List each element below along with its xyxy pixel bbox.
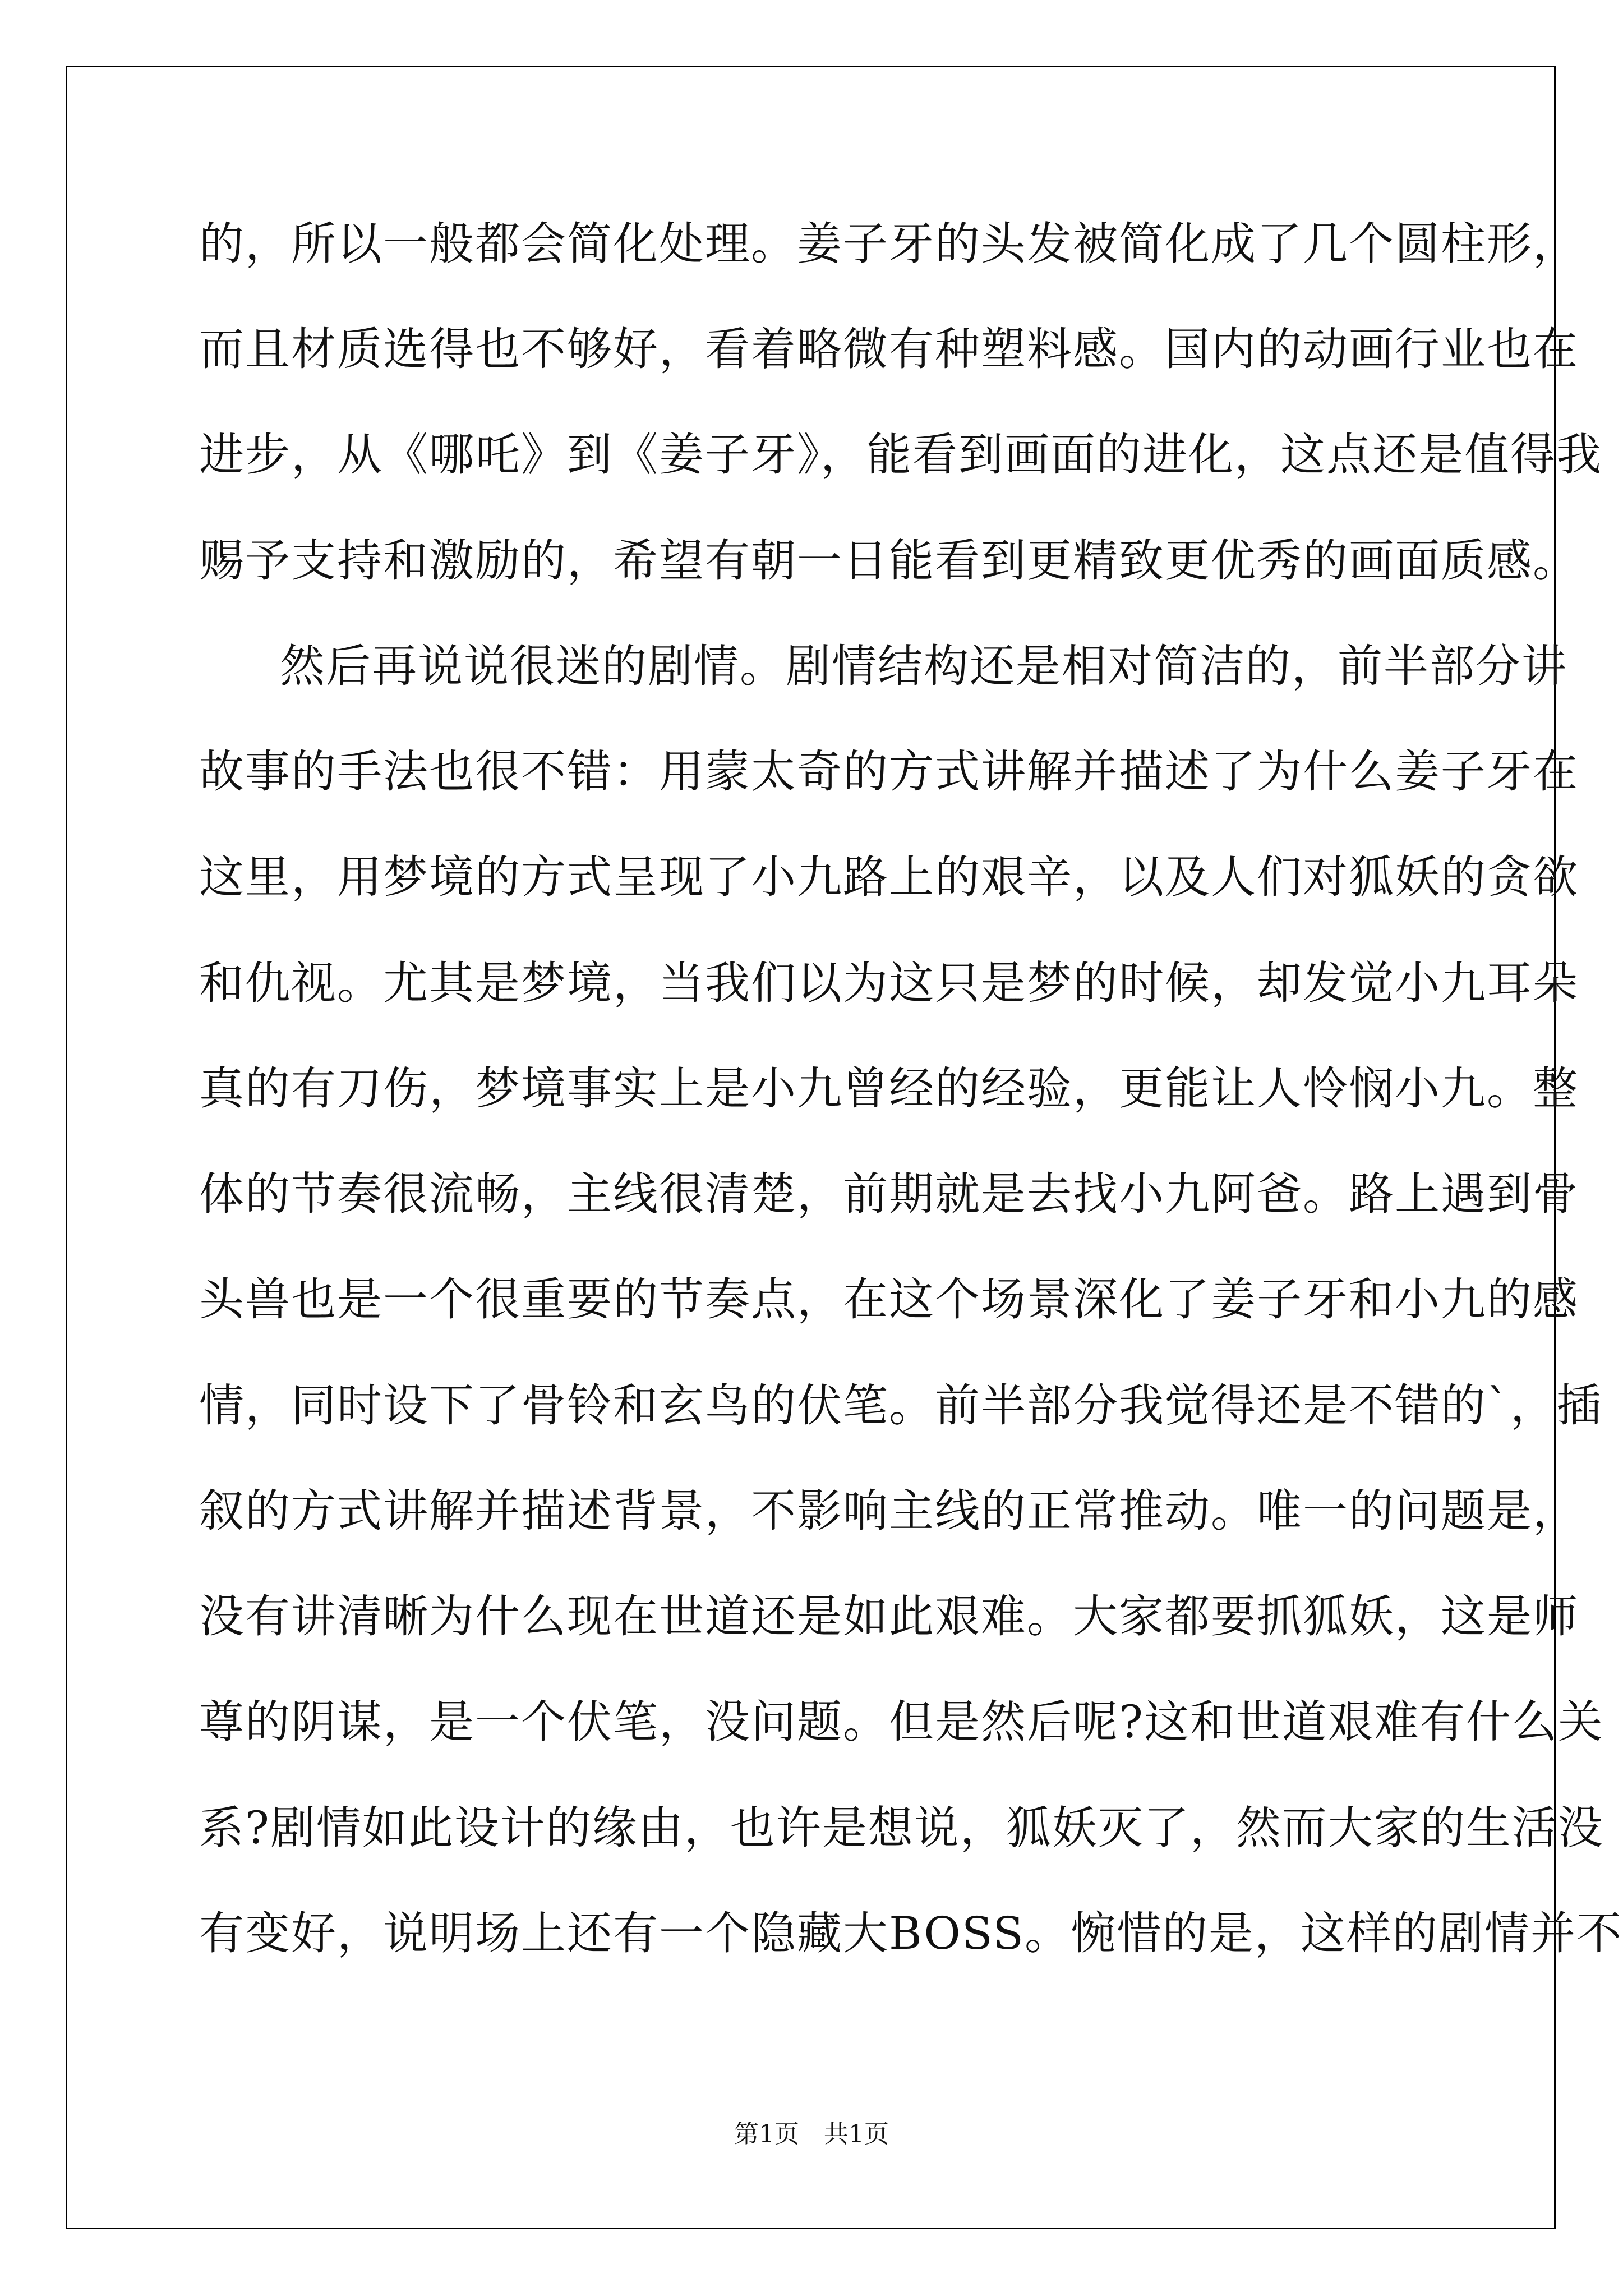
- text-line-13: 叙的方式讲解并描述背景，不影响主线的正常推动。唯一的问题是，: [199, 1485, 1579, 1537]
- text-line-2: 而且材质选得也不够好，看着略微有种塑料感。国内的动画行业也在: [199, 323, 1579, 375]
- text-line-15: 尊的阴谋，是一个伏笔，没问题。但是然后呢?这和世道艰难有什么关: [199, 1696, 1604, 1748]
- text-line-14: 没有讲清晰为什么现在世道还是如此艰难。大家都要抓狐妖，这是师: [199, 1590, 1579, 1642]
- page-border: [66, 66, 1623, 2229]
- paragraph-start-line: 然后再说说很迷的剧情。剧情结构还是相对简洁的，前半部分讲: [188, 640, 1567, 692]
- text-line-9: 真的有刀伤，梦境事实上是小九曾经的经验，更能让人怜悯小九。整: [199, 1062, 1579, 1115]
- text-line-3: 进步，从《哪吒》到《姜子牙》，能看到画面的进化，这点还是值得我: [199, 429, 1602, 481]
- text-line-11: 头兽也是一个很重要的节奏点，在这个场景深化了姜子牙和小九的感: [199, 1273, 1579, 1326]
- text-line-7: 这里，用梦境的方式呈现了小九路上的艰辛，以及人们对狐妖的贪欲: [199, 851, 1579, 903]
- text-line-16: 系?剧情如此设计的缘由，也许是想说，狐妖灭了，然而大家的生活没: [199, 1802, 1604, 1854]
- text-line-1: 的，所以一般都会简化处理。姜子牙的头发被简化成了几个圆柱形，: [199, 218, 1579, 270]
- text-line-17: 有变好，说明场上还有一个隐藏大BOSS。惋惜的是，这样的剧情并不: [199, 1907, 1623, 1959]
- text-line-6: 故事的手法也很不错：用蒙太奇的方式讲解并描述了为什么姜子牙在: [199, 746, 1579, 798]
- text-line-4: 赐予支持和激励的，希望有朝一日能看到更精致更优秀的画面质感。: [199, 535, 1579, 587]
- page-footer: 第1页 共1页: [734, 2120, 889, 2148]
- text-line-10: 体的节奏很流畅，主线很清楚，前期就是去找小九阿爸。路上遇到骨: [199, 1168, 1579, 1220]
- text-line-8: 和仇视。尤其是梦境，当我们以为这只是梦的时候，却发觉小九耳朵: [199, 957, 1579, 1009]
- text-line-12: 情，同时设下了骨铃和玄鸟的伏笔。前半部分我觉得还是不错的`，插: [199, 1379, 1602, 1432]
